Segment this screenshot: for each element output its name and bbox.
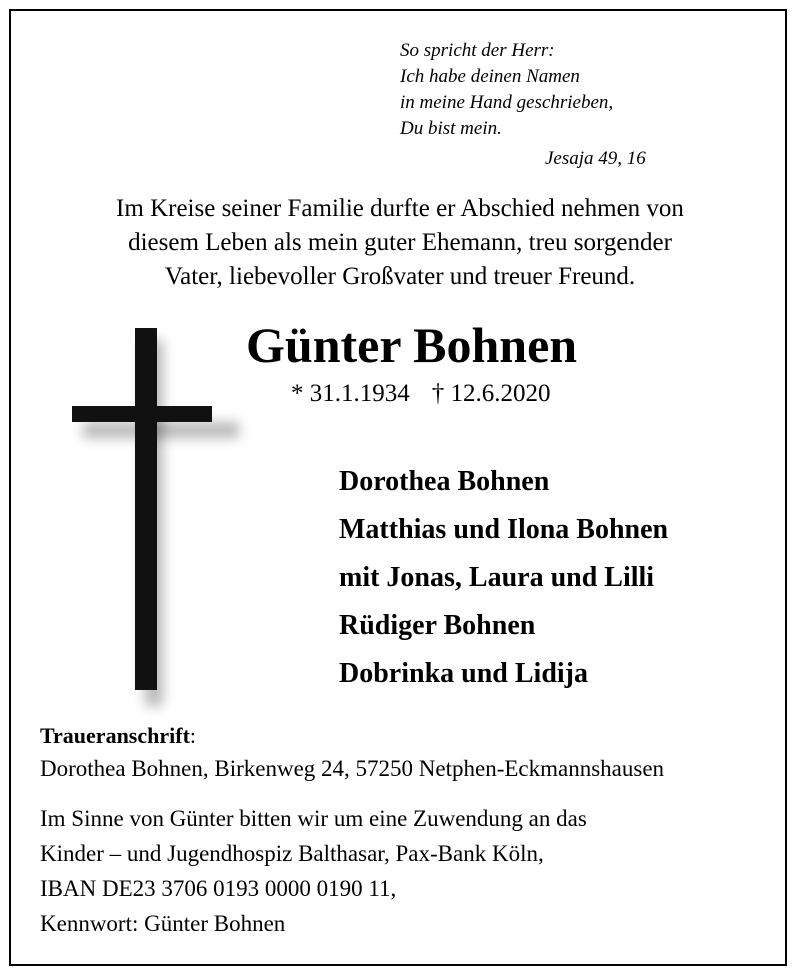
death-date: † 12.6.2020 bbox=[431, 380, 551, 407]
intro-line: Im Kreise seiner Familie durfte er Abschied nehmen von bbox=[116, 195, 684, 222]
address-label: Traueranschrift bbox=[40, 723, 190, 748]
verse-line: So spricht der Herr: bbox=[400, 40, 555, 61]
birth-date: * 31.1.1934 bbox=[291, 380, 410, 407]
mourning-address: Dorothea Bohnen, Birkenweg 24, 57250 Netphen-Eckmannshausen bbox=[40, 756, 665, 781]
cross-icon bbox=[65, 322, 235, 702]
family-member: mit Jonas, Laura und Lilli bbox=[339, 562, 655, 593]
family-list bbox=[339, 458, 668, 698]
address-label-colon: : bbox=[189, 723, 197, 748]
family-member: Dobrinka und Lidija bbox=[339, 658, 588, 689]
donation-line: Im Sinne von Günter bitten wir um eine Zuwendung an das bbox=[40, 806, 587, 831]
verse-line: Du bist mein. bbox=[400, 118, 502, 139]
intro-line: diesem Leben als mein guter Ehemann, treu sorgender bbox=[128, 229, 672, 256]
cross-bar-vertical bbox=[135, 328, 157, 690]
donation-line: Kennwort: Günter Bohnen bbox=[40, 911, 286, 936]
deceased-name: Günter Bohnen bbox=[246, 317, 578, 373]
verse-line: in meine Hand geschrieben, bbox=[400, 92, 614, 113]
intro-text bbox=[20, 192, 780, 294]
donation-text bbox=[40, 801, 587, 941]
donation-line: Kinder – und Jugendhospiz Balthasar, Pax-Bank Köln, bbox=[40, 841, 544, 866]
family-member: Rüdiger Bohnen bbox=[339, 610, 536, 641]
family-member: Dorothea Bohnen bbox=[339, 466, 550, 497]
life-dates bbox=[291, 380, 551, 408]
intro-line: Vater, liebevoller Großvater und treuer Freund. bbox=[164, 263, 636, 290]
address-heading bbox=[40, 723, 196, 749]
family-member: Matthias und Ilona Bohnen bbox=[339, 514, 669, 545]
cross-shadow-horizontal bbox=[83, 422, 239, 438]
verse-reference: Jesaja 49, 16 bbox=[545, 148, 646, 169]
verse-line: Ich habe deinen Namen bbox=[400, 66, 580, 87]
donation-line: IBAN DE23 3706 0193 0000 0190 11, bbox=[40, 876, 397, 901]
cross-bar-horizontal bbox=[72, 406, 212, 422]
bible-verse bbox=[400, 38, 613, 142]
